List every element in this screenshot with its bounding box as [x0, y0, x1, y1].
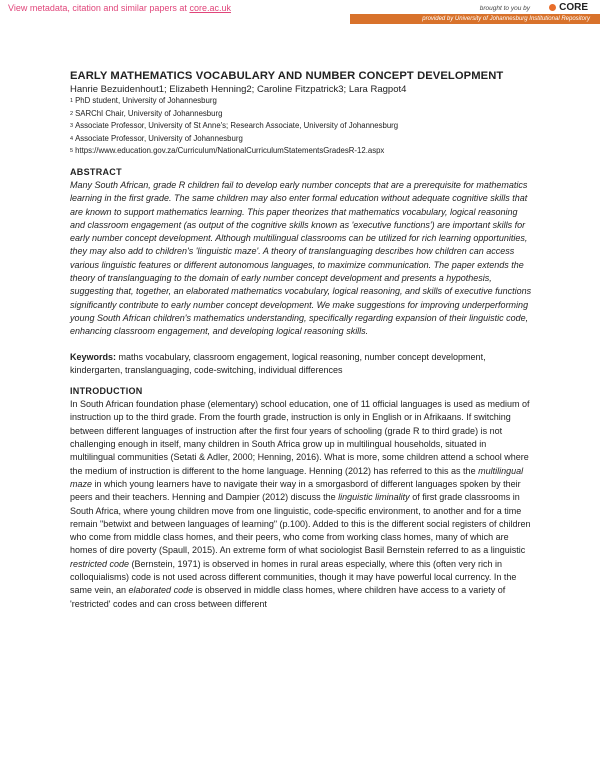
provided-by-bar[interactable]: provided by University of Johannesburg Institutional Repository — [350, 14, 600, 24]
core-logo-icon — [549, 4, 556, 11]
core-link[interactable]: core.ac.uk — [189, 3, 231, 13]
abstract-text: Many South African, grade R children fail to develop early number concepts that are a prerequisite for mathematics learning in the first grade. The same children may also enter formal education without adequate cognitive skills that are known to support mathematics learning. This paper theorizes that mathematics vocabulary, logical reasoning and classroom engagement (as output of the cognitive skills known as 'executive functions') are important skills for early number concept development. Although multilingual classrooms can be utilized for rich learning opportunities, they may also add to children's 'linguistic maze'. A theory of translanguaging describes how children can access various linguistic features or different autonomous languages, to maximize communication. The paper extends the theory of translanguaging to the domain of early number concept development and presents a hypothesis, suggesting that, together, an elaborated mathematics vocabulary, logical reasoning, and skills of executive functions significantly contribute to early number concept development. We make suggestions for improving underperforming young South African children's mathematics understanding, specifically regarding expansion of their linguistic code, enhancing classroom engagement, and developing logical reasoning skills. — [70, 179, 532, 337]
core-logo[interactable] — [549, 2, 588, 13]
affiliation-list — [70, 95, 532, 158]
intro-text: In South African foundation phase (elementary) school education, one of 11 official languages is used as medium of instruction up to the third grade. From the fourth grade, instruction is only in English or in Afrikaans. If switching between different languages of instruction after the first four years of schooling (grade R to third grade) is not challenging enough in itself, many children in South Africa grow up in multilingual households, situated in multilingual communities (Setati & Adler, 2000; Henning, 2016). What is more, some children attend a school where the medium of instruction is different to the home language. Henning (2012) has referred to this as the multilingual maze in which young learners have to navigate their way in a smorgasbord of different languages spoken by their peers and their teachers. Henning and Dampier (2012) discuss the linguistic liminality of first grade classrooms in South Africa, where young children move from one linguistic, code-specific environment, to another and for a time remain "betwixt and between languages of learning" (p.100). Added to this is the different social registers of children who come from middle class homes, and their peers, who come from working class homes, many of which are homes of dire poverty (Spaull, 2015). An extreme form of what sociologist Basil Bernstein referred to as a linguistic restricted code (Bernstein, 1971) is observed in homes in rural areas especially, where this (often very rich in colloquialisms) code is not used across different communities, though it may have powerful local currency. In the same vein, an elaborated code is observed in middle class homes, where children have access to a variety of 'restricted' codes and can cross between different — [70, 399, 531, 609]
affiliation-5: 5 https://www.education.gov.za/Curriculum/NationalCurriculumStatementsGradesR-12.aspx — [70, 146, 385, 156]
paper-content — [70, 70, 532, 611]
author-list: Hanrie Bezuidenhout1; Elizabeth Henning2; Caroline Fitzpatrick3; Lara Ragpot4 — [70, 84, 407, 95]
affiliation-1: 1 PhD student, University of Johannesburg — [70, 96, 217, 105]
metadata-notice — [8, 3, 231, 13]
core-logo-text: CORE — [559, 2, 588, 13]
abstract-heading: ABSTRACT — [70, 166, 122, 177]
intro-heading: INTRODUCTION — [70, 386, 143, 397]
affiliation-2: 2 SARChI Chair, University of Johannesburg — [70, 108, 223, 118]
core-banner — [0, 0, 600, 26]
keywords-label: Keywords: — [70, 351, 117, 362]
keywords-text: maths vocabulary, classroom engagement, logical reasoning, number concept development, kindergarten, translanguaging, code-switching, individual differences — [70, 351, 486, 375]
affiliation-3: 3 Associate Professor, University of St Anne's; Research Associate, University of Johannesburg — [70, 121, 399, 131]
brought-by-text: brought to you by — [479, 5, 530, 12]
keywords — [70, 351, 532, 378]
paper-title: EARLY MATHEMATICS VOCABULARY AND NUMBER CONCEPT DEVELOPMENT — [70, 70, 504, 82]
metadata-text: View metadata, citation and similar papers at — [8, 3, 187, 13]
affiliation-4: 4 Associate Professor, University of Johannesburg — [70, 133, 243, 143]
